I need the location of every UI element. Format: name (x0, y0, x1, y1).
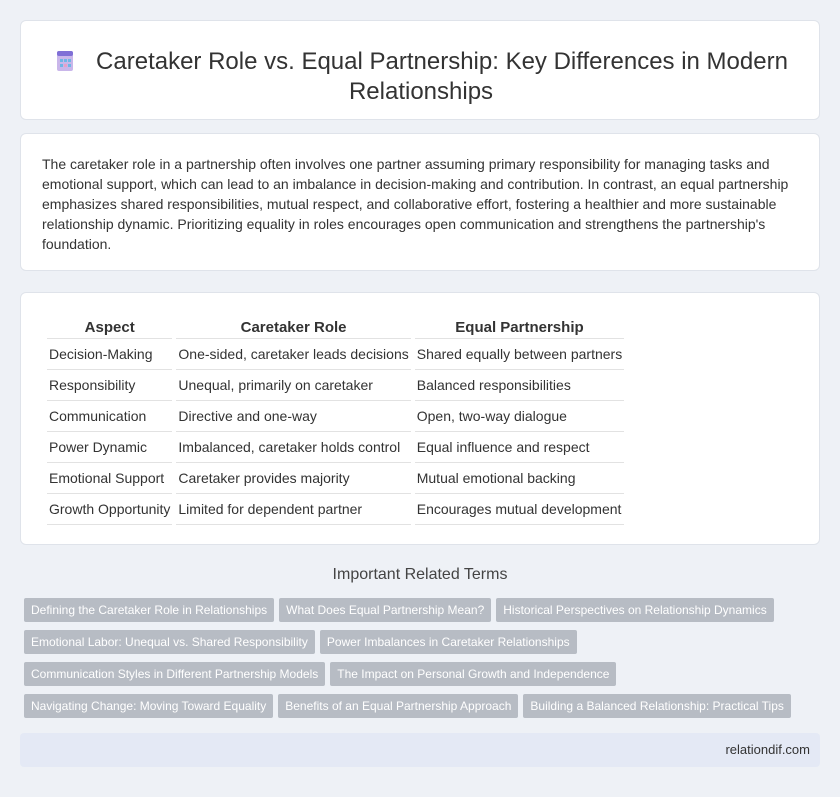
related-term-link[interactable]: Defining the Caretaker Role in Relationships (24, 598, 274, 622)
table-cell: Emotional Support (47, 463, 172, 494)
related-term-link[interactable]: Navigating Change: Moving Toward Equality (24, 694, 273, 718)
comparison-table-card (20, 292, 820, 545)
footer (20, 733, 820, 767)
table-cell: Caretaker provides majority (176, 463, 410, 494)
header-caretaker-role: Caretaker Role (176, 313, 410, 339)
title-wrap (21, 47, 821, 107)
table-cell: Equal influence and respect (415, 432, 624, 463)
header-aspect: Aspect (47, 313, 172, 339)
table-cell: Directive and one-way (176, 401, 410, 432)
table-cell: Encourages mutual development (415, 494, 624, 525)
related-term-link[interactable]: Emotional Labor: Unequal vs. Shared Responsibility (24, 630, 315, 654)
table-header-row (47, 313, 624, 339)
table-cell: Imbalanced, caretaker holds control (176, 432, 410, 463)
related-term-link[interactable]: Power Imbalances in Caretaker Relationships (320, 630, 577, 654)
related-term-link[interactable]: Building a Balanced Relationship: Practical Tips (523, 694, 790, 718)
table-row (47, 494, 624, 525)
tag-row (24, 630, 824, 662)
table-row (47, 432, 624, 463)
comparison-table (43, 313, 628, 525)
related-terms-title: Important Related Terms (332, 566, 508, 583)
related-term-link[interactable]: The Impact on Personal Growth and Independence (330, 662, 616, 686)
table-cell: Mutual emotional backing (415, 463, 624, 494)
table-cell: Communication (47, 401, 172, 432)
table-cell: Growth Opportunity (47, 494, 172, 525)
related-term-link[interactable]: Benefits of an Equal Partnership Approach (278, 694, 518, 718)
table-row (47, 370, 624, 401)
table-cell: Balanced responsibilities (415, 370, 624, 401)
footer-site-link[interactable]: relationdif.com (725, 742, 810, 757)
table-cell: One-sided, caretaker leads decisions (176, 339, 410, 370)
intro-card (20, 133, 820, 271)
tag-row (24, 598, 824, 630)
header-card (20, 20, 820, 120)
table-cell: Shared equally between partners (415, 339, 624, 370)
related-term-link[interactable]: Historical Perspectives on Relationship Dynamics (496, 598, 773, 622)
table-row (47, 401, 624, 432)
tag-row (24, 694, 824, 726)
table-cell: Decision-Making (47, 339, 172, 370)
table-cell: Limited for dependent partner (176, 494, 410, 525)
header-equal-partnership: Equal Partnership (415, 313, 624, 339)
related-term-link[interactable]: Communication Styles in Different Partnership Models (24, 662, 325, 686)
table-cell: Responsibility (47, 370, 172, 401)
page-title-text: Caretaker Role vs. Equal Partnership: Key Differences in Modern Relationships (96, 48, 788, 105)
table-cell: Open, two-way dialogue (415, 401, 624, 432)
table-cell: Unequal, primarily on caretaker (176, 370, 410, 401)
intro-paragraph: The caretaker role in a partnership often involves one partner assuming primary responsibility for managing tasks and emotional support, which can lead to an imbalance in decision-making and contribution. In contrast, an equal partnership emphasizes shared responsibilities, mutual respect, and collaborative effort, fostering a healthier and more sustainable relationship dynamic. Prioritizing equality in roles encourages open communication and strengthens the partnership's foundation. (42, 156, 789, 252)
related-term-link[interactable]: What Does Equal Partnership Mean? (279, 598, 491, 622)
table-row (47, 463, 624, 494)
related-terms-list (24, 598, 824, 726)
tag-row (24, 662, 824, 694)
document-icon (54, 50, 76, 72)
table-row (47, 339, 624, 370)
page-title (21, 47, 821, 107)
table-cell: Power Dynamic (47, 432, 172, 463)
